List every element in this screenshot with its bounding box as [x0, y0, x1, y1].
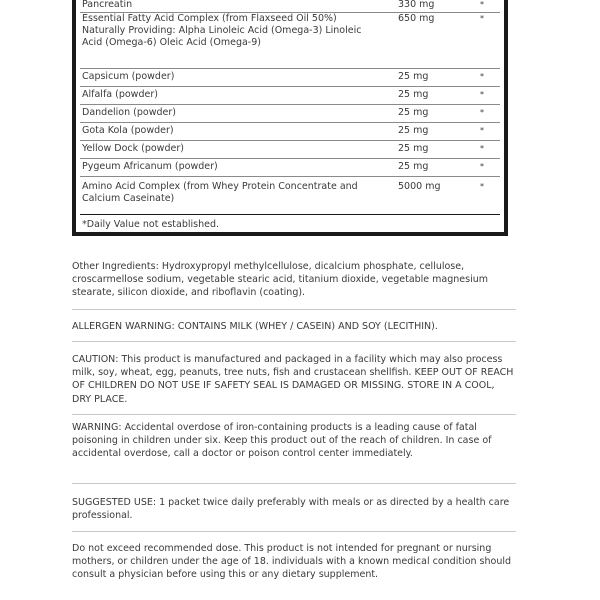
- facts-row-capsicum: [80, 68, 500, 87]
- allergen-warning: ALLERGEN WARNING: CONTAINS MILK (WHEY / CASEIN) AND SOY (LECITHIN).: [72, 321, 438, 332]
- facts-row-alfalfa: [80, 86, 500, 105]
- daily-value-marker: *: [480, 108, 484, 117]
- ingredient-amount: 25 mg: [398, 125, 429, 136]
- ingredient-name: Gota Kola (powder): [82, 125, 174, 136]
- disclaimer-text: Do not exceed recommended dose. This product is not intended for pregnant or nursing mothers, or children under the age of 18. individuals with a known medical condition should consult a physician before using this or any dietary supplement.: [72, 543, 512, 581]
- ingredient-amount: 5000 mg: [398, 181, 441, 192]
- facts-row-essential-fatty-acid: [80, 12, 500, 69]
- ingredient-name: Dandelion (powder): [82, 107, 176, 118]
- facts-row-yellow-dock: [80, 140, 500, 159]
- ingredient-amount: 330 mg: [398, 0, 435, 10]
- ingredient-amount: 25 mg: [398, 143, 429, 154]
- ingredient-amount: 650 mg: [398, 13, 435, 24]
- daily-value-marker: *: [480, 144, 484, 153]
- ingredient-name: Amino Acid Complex (from Whey Protein Concentrate and Calcium Caseinate): [82, 181, 358, 204]
- other-ingredients: Other Ingredients: Hydroxypropyl methylcellulose, dicalcium phosphate, cellulose, croscarmellose sodium, vegetable stearic acid, titanium dioxide, vegetable magnesium stearate, silicon dioxide, and riboflavin (coating).: [72, 261, 489, 299]
- section-divider: [72, 414, 516, 415]
- ingredient-amount: 25 mg: [398, 161, 429, 172]
- daily-value-marker: *: [480, 0, 484, 9]
- facts-row-amino-acid: [80, 176, 500, 214]
- caution-text: CAUTION: This product is manufactured and packaged in a facility which may also process milk, soy, wheat, egg, peanuts, tree nuts, fish and crustacean shellfish. KEEP OUT OF REACH OF CHILDREN DO NOT USE IF SAFETY SEAL IS DAMAGED OR MISSING. STORE IN A COOL, DRY PLACE.: [72, 354, 514, 405]
- ingredient-amount: 25 mg: [398, 107, 429, 118]
- daily-value-footnote: *Daily Value not established.: [80, 214, 500, 232]
- section-divider: [72, 483, 516, 484]
- daily-value-marker: *: [480, 90, 484, 99]
- section-divider: [72, 531, 516, 532]
- ingredient-amount: 25 mg: [398, 71, 429, 82]
- daily-value-marker: *: [480, 162, 484, 171]
- ingredient-name: Alfalfa (powder): [82, 89, 158, 100]
- section-divider: [72, 309, 516, 310]
- ingredient-name: Pancreatin: [82, 0, 133, 10]
- daily-value-marker: *: [480, 182, 484, 191]
- daily-value-marker: *: [480, 126, 484, 135]
- supplement-facts-panel: [72, 0, 508, 236]
- section-divider: [72, 341, 516, 342]
- daily-value-marker: *: [480, 72, 484, 81]
- ingredient-name: Essential Fatty Acid Complex (from Flaxseed Oil 50%) Naturally Providing: Alpha Linoleic Acid (Omega-3) Linoleic Acid (Omega-6) Oleic Acid (Omega-9): [82, 13, 362, 48]
- ingredient-name: Yellow Dock (powder): [82, 143, 184, 154]
- ingredient-name: Capsicum (powder): [82, 71, 175, 82]
- facts-row-dandelion: [80, 104, 500, 123]
- ingredient-amount: 25 mg: [398, 89, 429, 100]
- daily-value-marker: *: [480, 14, 484, 23]
- warning-text: WARNING: Accidental overdose of iron-containing products is a leading cause of fatal poisoning in children under six. Keep this product out of the reach of children. In case of accidental overdose, call a doctor or poison control center immediately.: [72, 422, 492, 460]
- suggested-use: SUGGESTED USE: 1 packet twice daily preferably with meals or as directed by a health care professional.: [72, 497, 510, 522]
- ingredient-name: Pygeum Africanum (powder): [82, 161, 218, 172]
- facts-row-pygeum: [80, 158, 500, 177]
- facts-row-gota-kola: [80, 122, 500, 141]
